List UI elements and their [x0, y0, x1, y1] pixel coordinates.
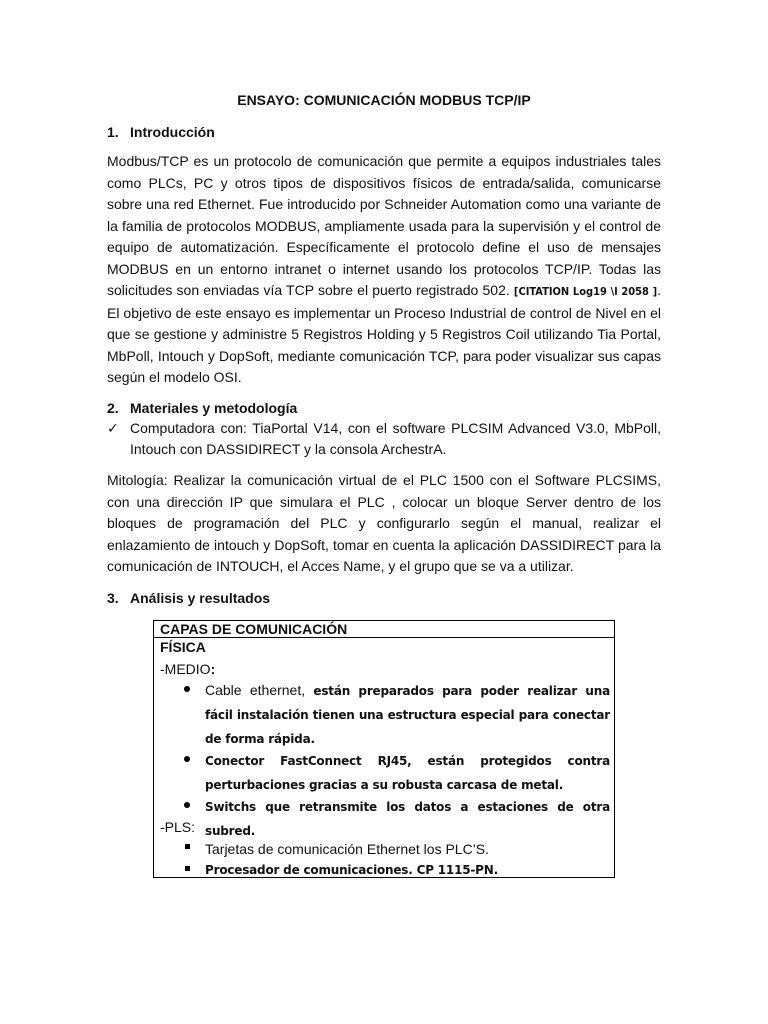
table-header-row — [154, 621, 614, 638]
medio-label — [160, 660, 215, 678]
section-number: 2. — [107, 400, 119, 416]
intro-text-a: Modbus/TCP es un protocolo de comunicación que permite a equipos industriales tales como PLCs, PC y otros tipos de dispositivos físicos de entrada/salida, comunicarse sobre una red Ethernet. Fue introducido por Schneider Automation como una variante de la familia de protocolos MODBUS, ampliamente usada para la supervisión y el control de equipo de automatización. Específicamente el protocolo define el uso de mensajes MODBUS en un entorno intranet o internet usando los protocolos TCP/IP. Todas las solicitudes son enviadas vía TCP sobre el puerto registrado 502. — [107, 153, 661, 298]
section-number: 1. — [107, 124, 119, 140]
communication-layers-table — [153, 620, 615, 878]
citation: [CITATION Log19 \l 2058 ] — [513, 285, 658, 298]
bullet-icon — [184, 756, 190, 762]
materials-text: Computadora con: TiaPortal V14, con el software PLCSIM Advanced V3.0, MbPoll, Intouch con DASSIDIRECT y la consola ArchestrA. — [130, 420, 661, 457]
check-icon: ✓ — [107, 420, 119, 436]
section-title: Materiales y metodología — [130, 400, 298, 416]
section-heading-introduccion — [107, 124, 215, 140]
intro-paragraph — [107, 151, 661, 389]
list-item-text: Procesador de comunicaciones. CP 1115-PN. — [205, 863, 498, 877]
medio-label-text: -MEDIO — [160, 661, 211, 677]
square-bullet-icon — [185, 866, 190, 871]
section-number: 3. — [107, 590, 119, 606]
list-item — [184, 749, 610, 797]
list-item-lead: Cable ethernet, — [205, 682, 314, 698]
list-item — [184, 860, 610, 880]
section-heading-materiales — [107, 400, 297, 416]
list-item — [184, 795, 610, 843]
medio-colon: : — [210, 661, 216, 677]
section-title: Introducción — [130, 124, 215, 140]
list-item-text — [205, 795, 610, 843]
list-item-text — [205, 679, 610, 751]
section-title: Análisis y resultados — [130, 590, 271, 606]
pls-label: -PLS: — [160, 819, 196, 835]
document-title: ENSAYO: COMUNICACIÓN MODBUS TCP/IP — [237, 92, 531, 108]
intro-text-b: . El objetivo de este ensayo es implementar un Proceso Industrial de control de Nivel en el que se gestione y administre 5 Registros Holding y 5 Registros Coil utilizando Tia Portal, MbPoll, Intouch y DopSoft, mediante comunicación TCP, para poder visualizar sus capas según el modelo OSI. — [107, 282, 662, 385]
list-item-text: Tarjetas de comunicación Ethernet los PLC’S. — [205, 841, 490, 857]
section-heading-analisis — [107, 590, 270, 606]
bullet-icon — [184, 686, 190, 692]
square-bullet-icon — [185, 844, 190, 849]
materials-list-item — [107, 418, 661, 460]
list-item — [184, 679, 610, 751]
table-subheader: FÍSICA — [160, 639, 206, 655]
list-item-rest: Conector FastConnect RJ45, están protegidos contra perturbaciones gracias a su robusta carcasa de metal. — [205, 754, 610, 792]
list-item-text — [205, 749, 610, 797]
list-item — [184, 838, 610, 861]
list-item-rest: están preparados para poder realizar una fácil instalación tienen una estructura especial para conectar de forma rápida. — [205, 684, 610, 746]
list-item-rest: Switchs que retransmite los datos a estaciones de otra subred. — [205, 800, 610, 838]
table-header: CAPAS DE COMUNICACIÓN — [160, 621, 348, 637]
methodology-paragraph: Mitología: Realizar la comunicación virtual de el PLC 1500 con el Software PLCSIMS, con una dirección IP que simulara el PLC , colocar un bloque Server dentro de los bloques de programación del PLC y configurarlo según el manual, realizar el enlazamiento de intouch y DopSoft, tomar en cuenta la aplicación DASSIDIRECT para la comunicación de INTOUCH, el Acces Name, y el grupo que se va a utilizar. — [107, 472, 661, 574]
bullet-icon — [184, 802, 190, 808]
